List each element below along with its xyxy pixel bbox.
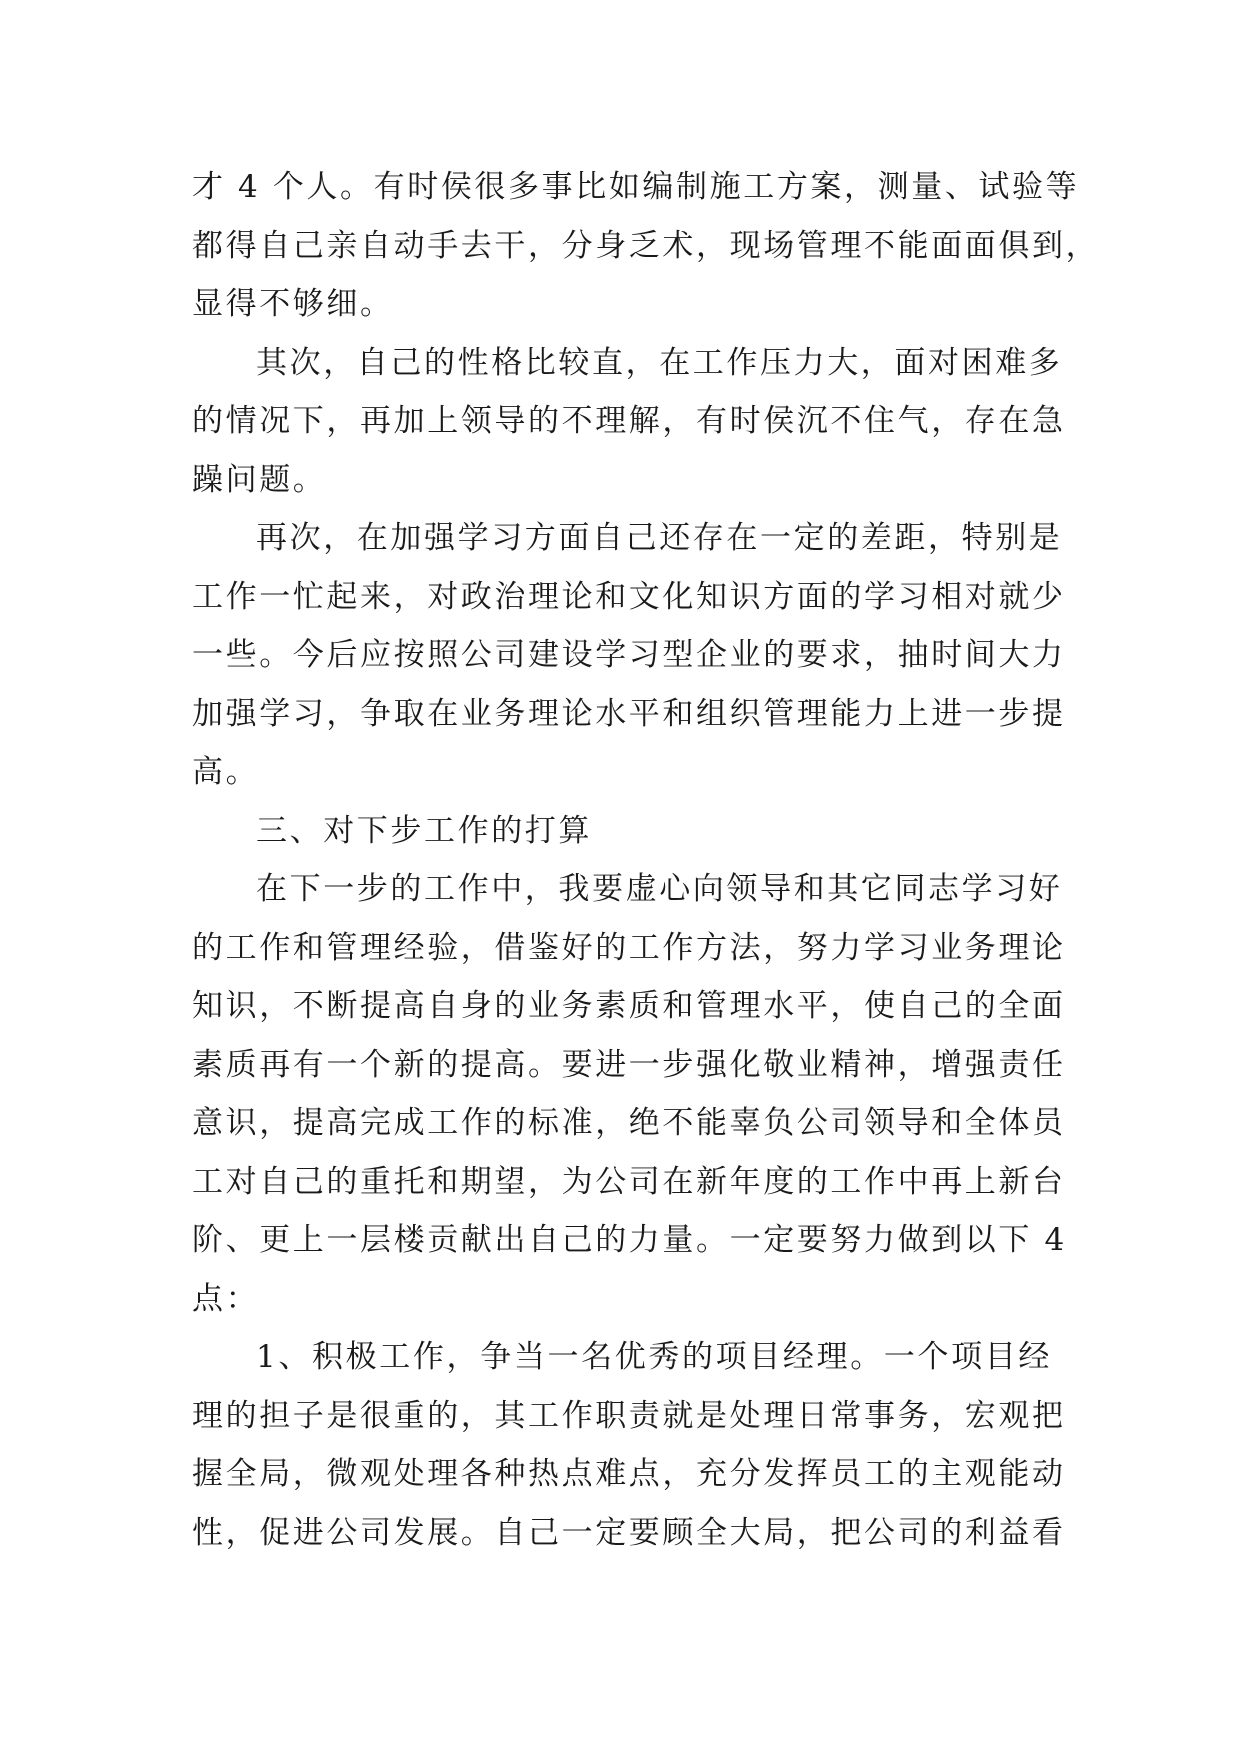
text-line: 在下一步的工作中，我要虚心向领导和其它同志学习好: [256, 871, 1063, 907]
text-line: 素质再有一个新的提高。要进一步强化敬业精神，增强责任: [192, 1046, 1066, 1083]
text-line: 的工作和管理经验，借鉴好的工作方法，努力学习业务理论: [192, 929, 1066, 966]
text-line: 都得自己亲自动手去干，分身乏术，现场管理不能面面俱到，: [192, 227, 1100, 264]
text-line: 其次，自己的性格比较直，在工作压力大，面对困难多: [256, 344, 1063, 381]
text-line: 1、积极工作，争当一名优秀的项目经理。一个项目经: [256, 1339, 1052, 1375]
text-line: 意识，提高完成工作的标准，绝不能辜负公司领导和全体员: [192, 1105, 1066, 1141]
text-line: 显得不够细。: [192, 286, 394, 322]
text-line: 高。: [192, 754, 260, 790]
text-line: 知识，不断提高自身的业务素质和管理水平，使自己的全面: [192, 988, 1066, 1024]
text-line: 点：: [192, 1280, 260, 1317]
text-line: 工对自己的重托和期望，为公司在新年度的工作中再上新台: [192, 1163, 1066, 1200]
document-body: [192, 158, 1100, 1562]
text-line: 阶、更上一层楼贡献出自己的力量。一定要努力做到以下 4: [192, 1222, 1067, 1258]
text-line: 性，促进公司发展。自己一定要顾全大局，把公司的利益看: [192, 1514, 1066, 1551]
text-line: 的情况下，再加上领导的不理解，有时侯沉不住气，存在急: [192, 403, 1066, 439]
text-line: 三、对下步工作的打算: [256, 812, 592, 849]
text-line: 一些。今后应按照公司建设学习型企业的要求，抽时间大力: [192, 637, 1066, 673]
text-line: 加强学习，争取在业务理论水平和组织管理能力上进一步提: [192, 695, 1066, 732]
text-line: 理的担子是很重的，其工作职责就是处理日常事务，宏观把: [192, 1397, 1066, 1434]
text-line: 握全局，微观处理各种热点难点，充分发挥员工的主观能动: [192, 1456, 1066, 1492]
text-line: 才 4 个人。有时侯很多事比如编制施工方案，测量、试验等: [192, 169, 1080, 205]
text-line: 再次，在加强学习方面自己还存在一定的差距，特别是: [256, 520, 1063, 556]
text-line: 工作一忙起来，对政治理论和文化知识方面的学习相对就少: [192, 578, 1066, 615]
text-line: 躁问题。: [192, 461, 327, 498]
